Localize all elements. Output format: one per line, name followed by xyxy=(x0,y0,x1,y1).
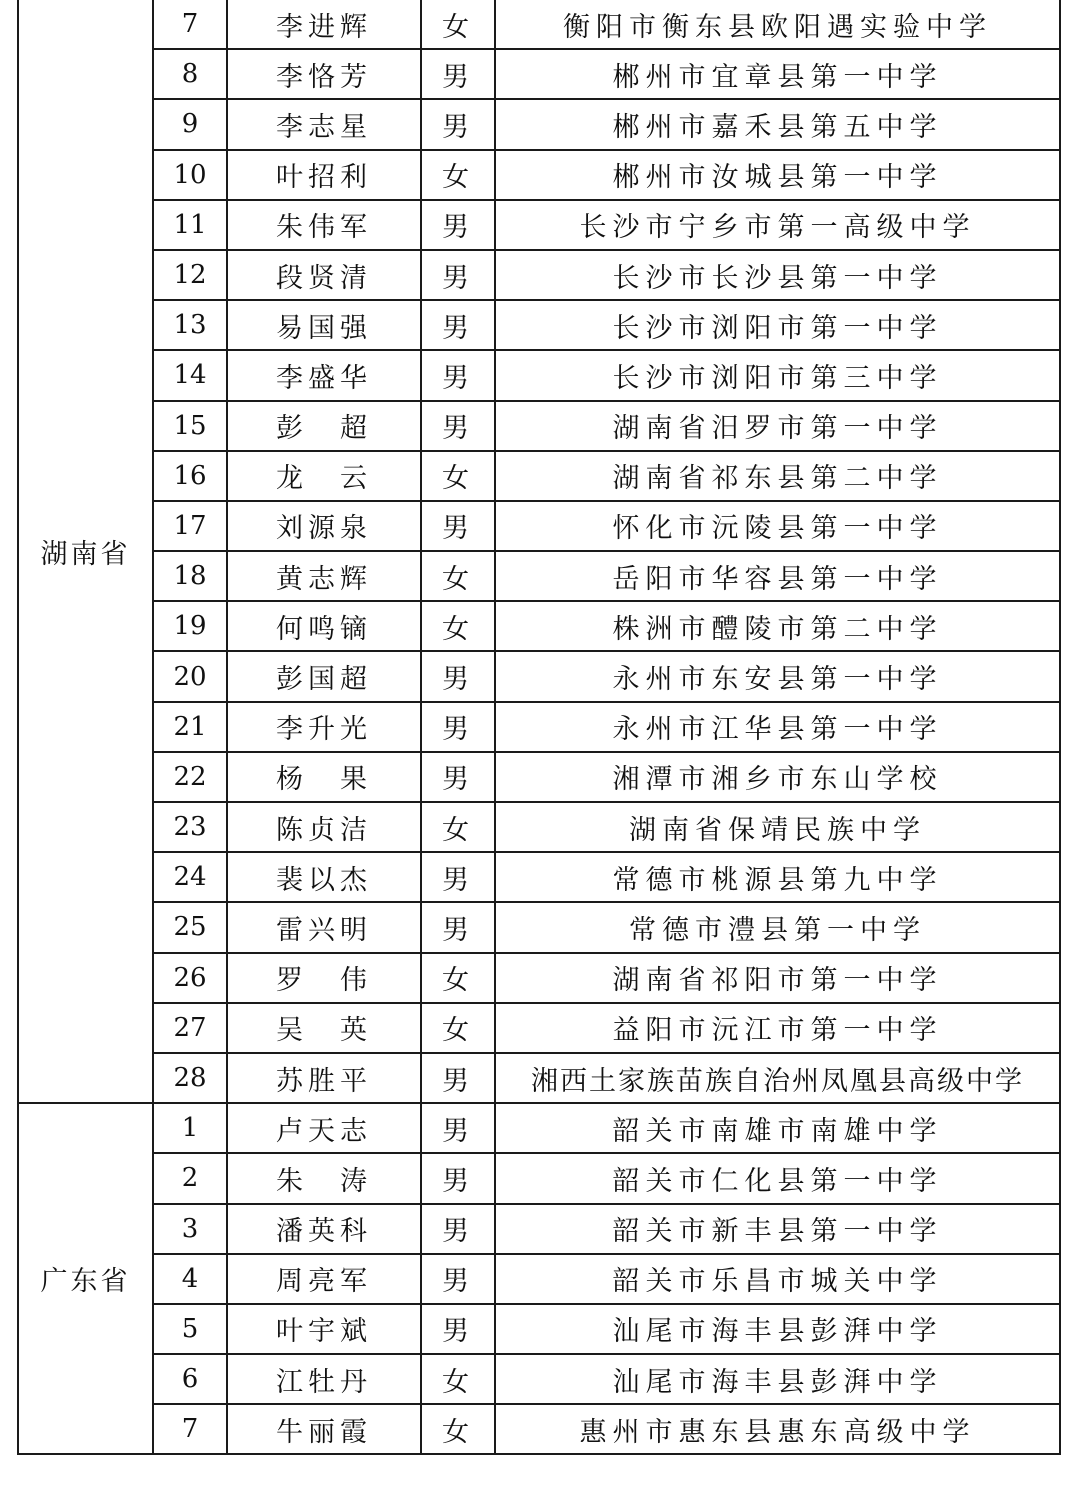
gender-cell: 女 xyxy=(421,0,495,49)
school-cell: 岳阳市华容县第一中学 xyxy=(495,551,1060,601)
teacher-name-cell: 牛丽霞 xyxy=(227,1404,421,1454)
table-row xyxy=(18,300,1060,350)
school-cell: 湖南省汨罗市第一中学 xyxy=(495,401,1060,451)
school-cell: 常德市澧县第一中学 xyxy=(495,902,1060,952)
row-number-cell: 13 xyxy=(153,300,227,350)
teacher-name-cell: 易国强 xyxy=(227,300,421,350)
teacher-name-cell: 潘英科 xyxy=(227,1204,421,1254)
row-number-cell: 7 xyxy=(153,1404,227,1454)
school-cell: 长沙市浏阳市第三中学 xyxy=(495,350,1060,400)
gender-cell: 女 xyxy=(421,802,495,852)
row-number-cell: 1 xyxy=(153,1103,227,1153)
table-row xyxy=(18,802,1060,852)
school-cell: 长沙市宁乡市第一高级中学 xyxy=(495,200,1060,250)
gender-cell: 女 xyxy=(421,451,495,501)
gender-cell: 男 xyxy=(421,401,495,451)
table-row xyxy=(18,0,1060,49)
gender-cell: 女 xyxy=(421,953,495,1003)
gender-cell: 女 xyxy=(421,1354,495,1404)
table-row xyxy=(18,1153,1060,1203)
table-row xyxy=(18,250,1060,300)
school-cell: 永州市江华县第一中学 xyxy=(495,702,1060,752)
row-number-cell: 22 xyxy=(153,752,227,802)
row-number-cell: 23 xyxy=(153,802,227,852)
school-cell: 湘西土家族苗族自治州凤凰县高级中学 xyxy=(495,1053,1060,1103)
teacher-name-cell: 黄志辉 xyxy=(227,551,421,601)
gender-cell: 男 xyxy=(421,651,495,701)
school-cell: 郴州市汝城县第一中学 xyxy=(495,150,1060,200)
school-cell: 韶关市乐昌市城关中学 xyxy=(495,1254,1060,1304)
table-row xyxy=(18,1304,1060,1354)
table-row xyxy=(18,1103,1060,1153)
row-number-cell: 18 xyxy=(153,551,227,601)
row-number-cell: 2 xyxy=(153,1153,227,1203)
teacher-name-cell: 段贤清 xyxy=(227,250,421,300)
table-row xyxy=(18,401,1060,451)
school-cell: 株洲市醴陵市第二中学 xyxy=(495,601,1060,651)
row-number-cell: 7 xyxy=(153,0,227,49)
table-row xyxy=(18,752,1060,802)
gender-cell: 男 xyxy=(421,501,495,551)
gender-cell: 男 xyxy=(421,49,495,99)
row-number-cell: 28 xyxy=(153,1053,227,1103)
school-cell: 郴州市宜章县第一中学 xyxy=(495,49,1060,99)
teacher-name-cell: 朱 涛 xyxy=(227,1153,421,1203)
teacher-name-cell: 何鸣镝 xyxy=(227,601,421,651)
gender-cell: 男 xyxy=(421,1254,495,1304)
table-row xyxy=(18,1003,1060,1053)
gender-cell: 女 xyxy=(421,551,495,601)
teacher-name-cell: 彭国超 xyxy=(227,651,421,701)
teacher-name-cell: 李升光 xyxy=(227,702,421,752)
table-row xyxy=(18,1204,1060,1254)
gender-cell: 男 xyxy=(421,350,495,400)
table-row xyxy=(18,551,1060,601)
school-cell: 长沙市浏阳市第一中学 xyxy=(495,300,1060,350)
gender-cell: 男 xyxy=(421,902,495,952)
school-cell: 长沙市长沙县第一中学 xyxy=(495,250,1060,300)
row-number-cell: 20 xyxy=(153,651,227,701)
gender-cell: 男 xyxy=(421,852,495,902)
teacher-name-cell: 苏胜平 xyxy=(227,1053,421,1103)
school-cell: 益阳市沅江市第一中学 xyxy=(495,1003,1060,1053)
gender-cell: 男 xyxy=(421,702,495,752)
teacher-name-cell: 龙 云 xyxy=(227,451,421,501)
teacher-name-cell: 江牡丹 xyxy=(227,1354,421,1404)
teacher-roster-table xyxy=(17,0,1061,1455)
table-row xyxy=(18,702,1060,752)
teacher-name-cell: 叶招利 xyxy=(227,150,421,200)
table-row xyxy=(18,601,1060,651)
school-cell: 韶关市南雄市南雄中学 xyxy=(495,1103,1060,1153)
school-cell: 郴州市嘉禾县第五中学 xyxy=(495,99,1060,149)
teacher-name-cell: 吴 英 xyxy=(227,1003,421,1053)
table-row xyxy=(18,953,1060,1003)
school-cell: 常德市桃源县第九中学 xyxy=(495,852,1060,902)
teacher-name-cell: 朱伟军 xyxy=(227,200,421,250)
school-cell: 衡阳市衡东县欧阳遇实验中学 xyxy=(495,0,1060,49)
teacher-name-cell: 叶宇斌 xyxy=(227,1304,421,1354)
teacher-name-cell: 李进辉 xyxy=(227,0,421,49)
row-number-cell: 11 xyxy=(153,200,227,250)
table-row xyxy=(18,651,1060,701)
gender-cell: 男 xyxy=(421,1053,495,1103)
row-number-cell: 5 xyxy=(153,1304,227,1354)
gender-cell: 女 xyxy=(421,601,495,651)
table-row xyxy=(18,902,1060,952)
row-number-cell: 10 xyxy=(153,150,227,200)
school-cell: 惠州市惠东县惠东高级中学 xyxy=(495,1404,1060,1454)
school-cell: 湖南省祁阳市第一中学 xyxy=(495,953,1060,1003)
table-row xyxy=(18,99,1060,149)
row-number-cell: 17 xyxy=(153,501,227,551)
gender-cell: 男 xyxy=(421,1204,495,1254)
teacher-name-cell: 周亮军 xyxy=(227,1254,421,1304)
teacher-name-cell: 李志星 xyxy=(227,99,421,149)
row-number-cell: 26 xyxy=(153,953,227,1003)
table-row xyxy=(18,49,1060,99)
school-cell: 湖南省保靖民族中学 xyxy=(495,802,1060,852)
school-cell: 永州市东安县第一中学 xyxy=(495,651,1060,701)
school-cell: 怀化市沅陵县第一中学 xyxy=(495,501,1060,551)
teacher-name-cell: 陈贞洁 xyxy=(227,802,421,852)
school-cell: 湖南省祁东县第二中学 xyxy=(495,451,1060,501)
row-number-cell: 24 xyxy=(153,852,227,902)
gender-cell: 女 xyxy=(421,150,495,200)
school-cell: 韶关市新丰县第一中学 xyxy=(495,1204,1060,1254)
roster-body xyxy=(18,0,1060,1454)
gender-cell: 女 xyxy=(421,1404,495,1454)
row-number-cell: 4 xyxy=(153,1254,227,1304)
teacher-name-cell: 刘源泉 xyxy=(227,501,421,551)
row-number-cell: 6 xyxy=(153,1354,227,1404)
row-number-cell: 27 xyxy=(153,1003,227,1053)
row-number-cell: 21 xyxy=(153,702,227,752)
province-cell: 湖南省 xyxy=(18,0,153,1103)
row-number-cell: 19 xyxy=(153,601,227,651)
table-row xyxy=(18,1354,1060,1404)
gender-cell: 男 xyxy=(421,250,495,300)
gender-cell: 女 xyxy=(421,1003,495,1053)
school-cell: 韶关市仁化县第一中学 xyxy=(495,1153,1060,1203)
table-row xyxy=(18,852,1060,902)
table-row xyxy=(18,501,1060,551)
teacher-name-cell: 裴以杰 xyxy=(227,852,421,902)
teacher-name-cell: 彭 超 xyxy=(227,401,421,451)
row-number-cell: 12 xyxy=(153,250,227,300)
school-cell: 湘潭市湘乡市东山学校 xyxy=(495,752,1060,802)
table-row xyxy=(18,1254,1060,1304)
teacher-name-cell: 李盛华 xyxy=(227,350,421,400)
gender-cell: 男 xyxy=(421,1103,495,1153)
row-number-cell: 8 xyxy=(153,49,227,99)
teacher-name-cell: 卢天志 xyxy=(227,1103,421,1153)
gender-cell: 男 xyxy=(421,300,495,350)
gender-cell: 男 xyxy=(421,752,495,802)
province-cell: 广东省 xyxy=(18,1103,153,1454)
teacher-name-cell: 杨 果 xyxy=(227,752,421,802)
teacher-name-cell: 雷兴明 xyxy=(227,902,421,952)
row-number-cell: 15 xyxy=(153,401,227,451)
table-row xyxy=(18,200,1060,250)
row-number-cell: 9 xyxy=(153,99,227,149)
table-row xyxy=(18,350,1060,400)
table-row xyxy=(18,150,1060,200)
table-row xyxy=(18,451,1060,501)
row-number-cell: 25 xyxy=(153,902,227,952)
row-number-cell: 3 xyxy=(153,1204,227,1254)
gender-cell: 男 xyxy=(421,1304,495,1354)
gender-cell: 男 xyxy=(421,1153,495,1203)
school-cell: 汕尾市海丰县彭湃中学 xyxy=(495,1304,1060,1354)
school-cell: 汕尾市海丰县彭湃中学 xyxy=(495,1354,1060,1404)
row-number-cell: 14 xyxy=(153,350,227,400)
gender-cell: 男 xyxy=(421,99,495,149)
table-row xyxy=(18,1053,1060,1103)
gender-cell: 男 xyxy=(421,200,495,250)
teacher-name-cell: 罗 伟 xyxy=(227,953,421,1003)
row-number-cell: 16 xyxy=(153,451,227,501)
teacher-name-cell: 李恪芳 xyxy=(227,49,421,99)
table-row xyxy=(18,1404,1060,1454)
